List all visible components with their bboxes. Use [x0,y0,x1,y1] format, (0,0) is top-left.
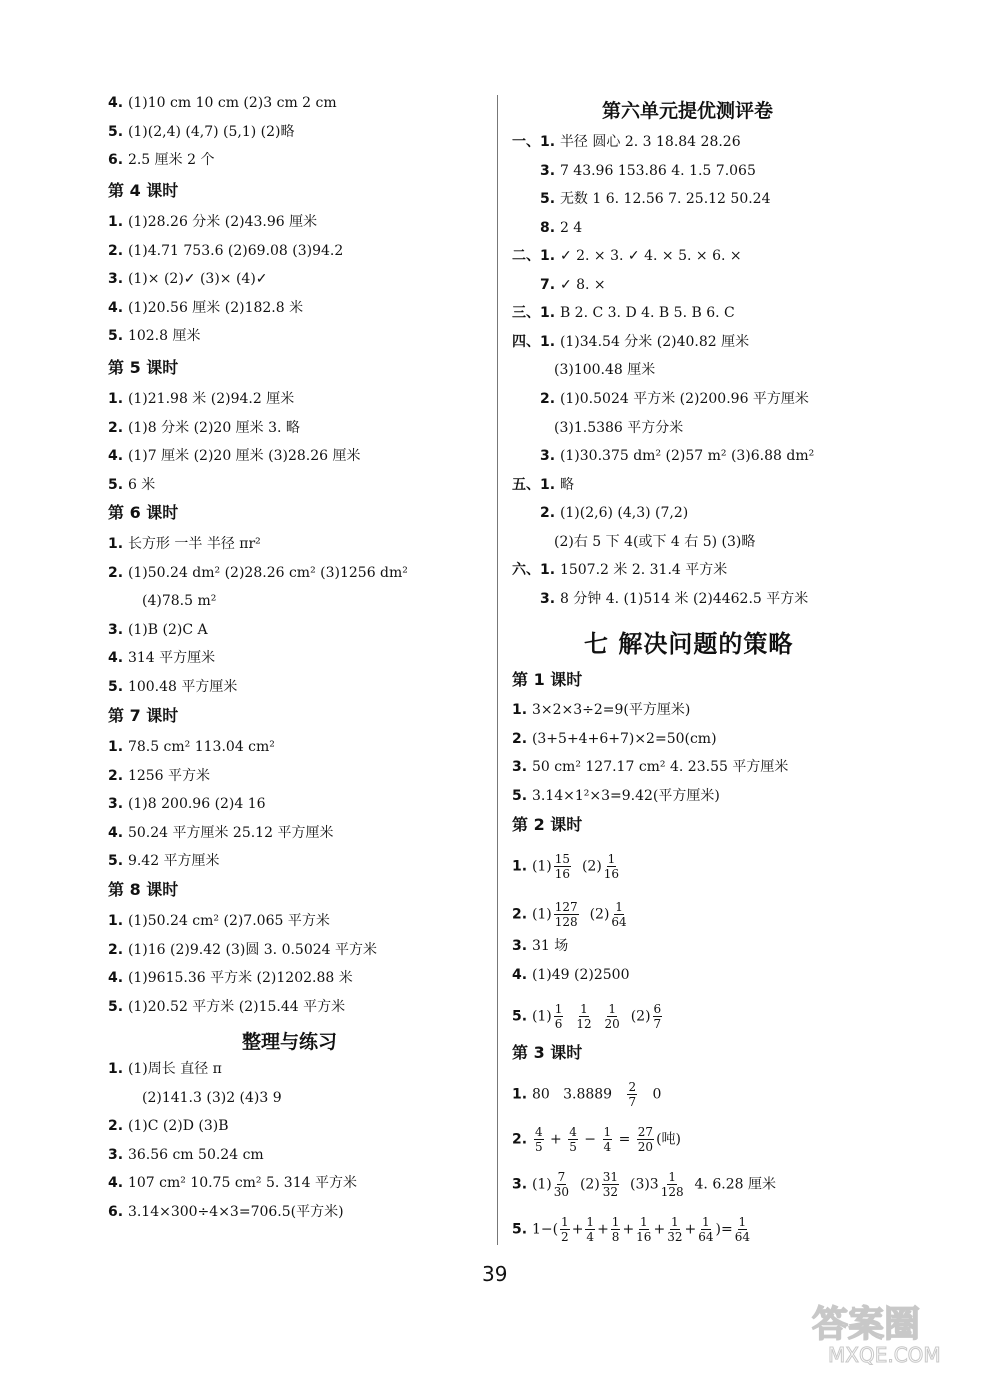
question-number: 5. [512,787,532,804]
fraction [611,900,626,929]
chapter-title: 七 解决问题的策略 [584,630,794,658]
answer-text: 8 分钟 4. (1)514 米 (2)4462.5 平方米 [559,590,809,607]
answer-text: (1)4.71 753.6 (2)69.08 (3)94.2 [127,242,344,259]
answer-text: 314 平方厘米 [127,650,216,667]
answer-line [108,649,215,667]
question-number: 3. [512,938,532,954]
lesson-heading: 第 3 课时 [512,1043,583,1062]
answer-line [540,447,814,465]
answer-text: 2.5 厘米 2 个 [127,152,215,169]
answer-line [108,1117,229,1135]
answer-line [512,561,727,579]
fraction-denominator: 6 [554,1017,563,1031]
question-number: 2. [512,730,532,747]
question-number: 3. [108,1146,128,1163]
answer-text: (1)50.24 dm² (2)28.26 cm² (3)1256 dm² [127,564,408,581]
answer-line [108,390,294,408]
question-number: 二、1. [512,248,560,265]
fraction-numerator: 1 [608,1002,616,1016]
question-number: 2. [540,505,560,522]
fraction-numerator: 1 [603,1125,612,1139]
answer-text: (1) [531,858,552,875]
answer-text: 3.14×300÷4×3=706.5(平方米) [127,1203,344,1220]
answer-text: = [614,1131,635,1148]
answer-text: )= [715,1221,733,1238]
answer-text: 1−( [531,1221,559,1238]
answer-line [540,276,606,294]
question-number: 3. [540,448,560,465]
fraction-numerator: 1 [702,1215,710,1229]
fraction [554,1002,564,1031]
question-number: 5. [108,853,128,870]
answer-text: (1)49 (2)2500 [531,967,630,983]
answer-text: 78.5 cm² 113.04 cm² [127,739,275,755]
question-number: 4. [512,967,532,983]
answer-text: (1)20.56 厘米 (2)182.8 米 [127,299,304,316]
question-number: 1. [108,1061,128,1077]
answer-line [108,1146,264,1164]
watermark-sub-text: MXQE.COM [828,1343,941,1367]
answer-text: ✓ 8. × [559,276,606,293]
answer-line [108,1060,222,1078]
fraction-numerator: 7 [557,1170,566,1184]
answer-line [108,564,408,582]
answer-text: 3.14×1²×3=9.42(平方厘米) [531,787,720,804]
fraction [605,1002,620,1031]
fraction-numerator: 6 [653,1002,662,1016]
answer-text: (1)28.26 分米 (2)43.96 厘米 [127,214,318,230]
fraction-denominator: 8 [611,1230,620,1244]
question-number: 2. [108,767,128,784]
lesson-heading: 第 6 课时 [108,503,179,522]
answer-text: 102.8 厘米 [127,328,201,345]
question-number: 1. [108,536,128,552]
answer-text: (3)1.5386 平方分米 [554,419,684,436]
answer-line [512,701,690,719]
lesson-heading: 第 1 课时 [512,670,583,689]
fraction-denominator: 16 [636,1230,652,1244]
question-number: 6. [108,152,128,169]
answer-line [512,133,741,151]
fraction [667,1215,682,1244]
question-number: 2. [512,1131,532,1148]
question-number: 4. [108,824,128,841]
fraction-denominator: 4 [603,1140,612,1154]
answer-line [108,795,266,813]
fraction [661,1170,684,1199]
answer-line [540,390,809,408]
question-number: 2. [108,1118,128,1134]
answer-text: 9.42 平方厘米 [127,853,220,870]
answer-text: 略 [559,476,574,493]
question-number: 5. [108,679,128,695]
answer-line [512,304,735,322]
watermark-main-text: 答案圈 [812,1304,921,1345]
answer-line [108,824,333,842]
question-number: 五、1. [512,476,560,493]
fraction-numerator: 1 [554,1002,563,1016]
answer-line [108,242,343,260]
answer-text: (1)0.5024 平方米 (2)200.96 平方厘米 [559,390,809,407]
fraction-numerator: 4 [534,1125,543,1139]
answer-text: + [597,1221,609,1238]
fraction-denominator: 5 [534,1140,543,1154]
answer-text: (1) [531,1008,552,1025]
lesson-heading: 第 7 课时 [108,706,179,725]
fraction [611,1215,621,1244]
answer-text: (1)(2,4) (4,7) (5,1) (2)略 [127,123,295,140]
fraction [576,1002,591,1031]
answer-line [512,1002,664,1031]
fraction-numerator: 1 [607,852,616,866]
answer-line [512,1125,681,1154]
fraction [560,1215,570,1244]
fraction [554,1170,569,1199]
answer-line [512,900,629,929]
answer-text: (2) [621,1008,651,1025]
answer-line [108,621,208,639]
fraction-denominator: 64 [698,1230,714,1244]
column-divider [497,95,498,1245]
answer-text: (1)16 (2)9.42 (3)圆 3. 0.5024 平方米 [127,941,378,958]
answer-line [512,1170,776,1199]
answer-line [108,270,268,288]
question-number: 5. [108,998,128,1015]
answer-text: (1)34.54 分米 (2)40.82 厘米 [559,333,750,350]
answer-text: 100.48 平方厘米 [127,679,238,695]
answer-text: 长方形 一半 半径 πr² [127,536,261,552]
fraction-denominator: 7 [628,1095,637,1109]
answer-line [108,327,200,345]
question-number: 2. [540,390,560,407]
lesson-heading: 第 4 课时 [108,181,179,200]
question-number: 3. [512,1176,532,1193]
answer-text: (1)8 分米 (2)20 厘米 3. 略 [127,419,300,436]
question-number: 2. [108,419,128,436]
question-number: 六、1. [512,562,560,579]
answer-text: + [653,1221,666,1238]
answer-text: (1)(2,6) (4,3) (7,2) [559,505,689,522]
answer-line [554,533,755,551]
answer-text: 1507.2 米 2. 31.4 平方米 [559,562,728,579]
fraction-denominator: 16 [603,867,620,881]
question-number: 5. [512,1221,532,1238]
question-number: 1. [512,858,532,875]
answer-line [554,419,683,437]
answer-text: + [571,1221,584,1238]
answer-line [108,151,214,169]
question-number: 2. [108,941,128,958]
question-number: 4. [108,650,128,667]
answer-text: (1)10 cm 10 cm (2)3 cm 2 cm [127,95,337,111]
answer-line [142,592,216,610]
question-number: 4. [108,448,128,465]
question-number: 1. [108,214,128,230]
fraction-numerator: 1 [586,1215,595,1229]
answer-text: B 2. C 3. D 4. B 5. B 6. C [559,305,735,322]
answer-line [108,213,317,231]
fraction [636,1215,651,1244]
question-number: 4. [108,95,128,111]
question-number: 2. [512,906,532,923]
watermark-logo [802,1296,992,1368]
answer-line [512,730,717,748]
answer-line [108,299,303,317]
question-number: 1. [108,913,128,929]
answer-line [512,966,630,984]
answer-line [540,162,756,180]
question-number: 一、1. [512,134,560,150]
question-number: 8. [540,219,560,236]
question-number: 4. [108,970,128,987]
page-number: 39 [482,1262,508,1286]
answer-text: 50 cm² 127.17 cm² 4. 23.55 平方厘米 [531,759,789,775]
answer-line [540,590,808,608]
answer-line [512,333,749,351]
answer-text: (1)21.98 米 (2)94.2 厘米 [127,391,295,407]
fraction [585,1215,595,1244]
fraction-denominator: 4 [586,1230,595,1244]
question-number: 5. [512,1008,532,1025]
fraction-denominator: 128 [554,915,578,929]
question-number: 4. [108,299,128,316]
answer-line [512,852,621,881]
fraction-numerator: 31 [602,1170,619,1184]
question-number: 4. [108,1175,128,1191]
fraction-denominator: 16 [554,867,571,881]
answer-text: (1)8 200.96 (2)4 16 [127,796,266,813]
answer-text: 36.56 cm 50.24 cm [127,1146,264,1163]
answer-line [512,787,720,805]
answer-text: (1)周长 直径 π [127,1061,222,1077]
answer-text: 半径 圆心 2. 3 18.84 28.26 [559,134,741,150]
answer-text: 2 4 [559,219,583,236]
question-number: 2. [108,564,128,581]
answer-line [512,247,742,265]
answer-line [108,535,261,553]
question-number: 三、1. [512,305,560,322]
lesson-heading: 第 2 课时 [512,815,583,834]
answer-line [554,361,655,379]
answer-text: + [684,1221,697,1238]
answer-text: + [545,1131,567,1148]
fraction-numerator: 1 [611,1215,620,1229]
answer-text: (2)右 5 下 4(或下 4 右 5) (3)略 [554,533,756,550]
answer-text: (1)B (2)C A [127,621,208,638]
answer-text: 1256 平方米 [127,767,211,784]
answer-text: (3)100.48 厘米 [554,362,656,379]
question-number: 1. [512,702,532,718]
fraction-numerator: 1 [615,900,623,914]
fraction-denominator: 32 [667,1230,683,1244]
fraction-numerator: 15 [554,852,571,866]
answer-text: (1) [531,906,552,923]
answer-line [540,504,688,522]
answer-text: (1)50.24 cm² (2)7.065 平方米 [127,913,330,929]
answer-line [108,447,360,465]
fraction-numerator: 1 [668,1170,676,1184]
fraction-numerator: 1 [561,1215,569,1229]
fraction-denominator: 2 [561,1230,569,1244]
fraction-denominator: 30 [553,1185,570,1199]
question-number: 3. [108,796,128,813]
fraction [653,1002,663,1031]
question-number: 2. [108,242,128,259]
answer-text: − [579,1131,601,1148]
fraction [603,1125,613,1154]
fraction [568,1125,578,1154]
fraction [554,900,579,929]
answer-line [108,678,237,696]
question-number: 6. [108,1203,128,1220]
question-number: 1. [108,739,128,755]
fraction-numerator: 127 [554,900,578,914]
fraction-numerator: 1 [580,1002,588,1016]
answer-line [540,190,771,208]
answer-line [512,937,568,955]
answer-text: + [622,1221,635,1238]
fraction-denominator: 20 [637,1140,654,1154]
answer-line [512,476,574,494]
fraction [534,1125,544,1154]
answer-text: (3+5+4+6+7)×2=50(cm) [531,730,717,747]
answer-text: 0 [639,1086,662,1103]
answer-text: (1)20.52 平方米 (2)15.44 平方米 [127,998,346,1015]
answer-text: 80 3.8889 [531,1086,626,1103]
answer-text: (3)3 [621,1176,659,1193]
answer-line [108,767,210,785]
answer-line [108,1174,357,1192]
answer-line [108,123,295,141]
answer-text: (1)30.375 dm² (2)57 m² (3)6.88 dm² [559,448,815,465]
answer-line [512,1215,752,1244]
answer-text: (4)78.5 m² [142,593,217,610]
question-number: 3. [540,590,560,607]
answer-line [108,912,330,930]
section-title: 第六单元提优测评卷 [602,100,774,122]
question-number: 5. [540,191,560,208]
answer-text: (1)C (2)D (3)B [127,1118,229,1134]
section-title: 整理与练习 [242,1031,338,1053]
question-number: 3. [512,759,532,775]
question-number: 1. [108,391,128,407]
answer-text: (2)141.3 (3)2 (4)3 9 [142,1089,282,1106]
answer-text [594,1009,603,1025]
question-number: 7. [540,276,560,293]
fraction [604,852,619,881]
fraction-denominator: 64 [611,915,627,929]
answer-line [108,1203,344,1221]
answer-line [108,969,353,987]
answer-line [142,1089,282,1107]
question-number: 5. [108,123,128,140]
answer-text: (1) [531,1176,552,1193]
fraction-denominator: 20 [604,1017,620,1031]
answer-line [108,419,300,437]
fraction-numerator: 2 [628,1080,637,1094]
question-number: 四、1. [512,333,560,350]
answer-text: 50.24 平方厘米 25.12 平方厘米 [127,824,334,841]
answer-line [540,219,582,237]
answer-text: 4. 6.28 厘米 [685,1176,776,1193]
answer-text: 无数 1 6. 12.56 7. 25.12 50.24 [559,191,771,208]
answer-text: (2) [580,906,610,923]
question-number: 3. [108,271,128,288]
answer-line [512,1080,661,1109]
answer-text: 31 场 [531,938,569,954]
question-number: 5. [108,476,128,493]
answer-text: (1)9615.36 平方米 (2)1202.88 米 [127,970,353,987]
answer-text [565,1009,574,1025]
answer-line [108,941,377,959]
answer-line [108,738,275,756]
answer-line [108,852,220,870]
answer-text: 7 43.96 153.86 4. 1.5 7.065 [559,162,756,179]
fraction [735,1215,750,1244]
answer-text: 6 米 [127,476,156,493]
question-number: 3. [108,621,128,638]
fraction [637,1125,654,1154]
fraction-denominator: 12 [576,1017,592,1031]
answer-text: (1)× (2)✓ (3)× (4)✓ [127,271,268,288]
answer-line [512,758,788,776]
fraction-numerator: 27 [637,1125,654,1139]
fraction-denominator: 5 [569,1140,577,1154]
answer-text: 107 cm² 10.75 cm² 5. 314 平方米 [127,1175,357,1191]
answer-text: (2) [571,1176,600,1193]
answer-text: ✓ 2. × 3. ✓ 4. × 5. × 6. × [559,248,742,265]
fraction-numerator: 4 [569,1125,577,1139]
fraction-denominator: 64 [734,1230,750,1244]
answer-text: (2) [573,858,602,875]
fraction-denominator: 32 [602,1185,619,1199]
answer-text: 3×2×3÷2=9(平方厘米) [531,702,691,718]
fraction [554,852,571,881]
answer-line [108,998,345,1016]
lesson-heading: 第 5 课时 [108,358,179,377]
answer-text: (吨) [656,1131,681,1148]
question-number: 3. [540,162,560,179]
fraction [602,1170,619,1199]
lesson-heading: 第 8 课时 [108,880,179,899]
answer-line [108,476,155,494]
answer-line [108,94,337,112]
fraction-numerator: 1 [671,1215,679,1229]
fraction [698,1215,713,1244]
fraction-numerator: 1 [738,1215,747,1229]
fraction-denominator: 7 [653,1017,662,1031]
fraction [627,1080,637,1109]
fraction-denominator: 128 [660,1185,684,1199]
question-number: 1. [512,1086,532,1103]
fraction-numerator: 1 [639,1215,648,1229]
answer-text: (1)7 厘米 (2)20 厘米 (3)28.26 厘米 [127,448,361,465]
question-number: 5. [108,328,128,345]
